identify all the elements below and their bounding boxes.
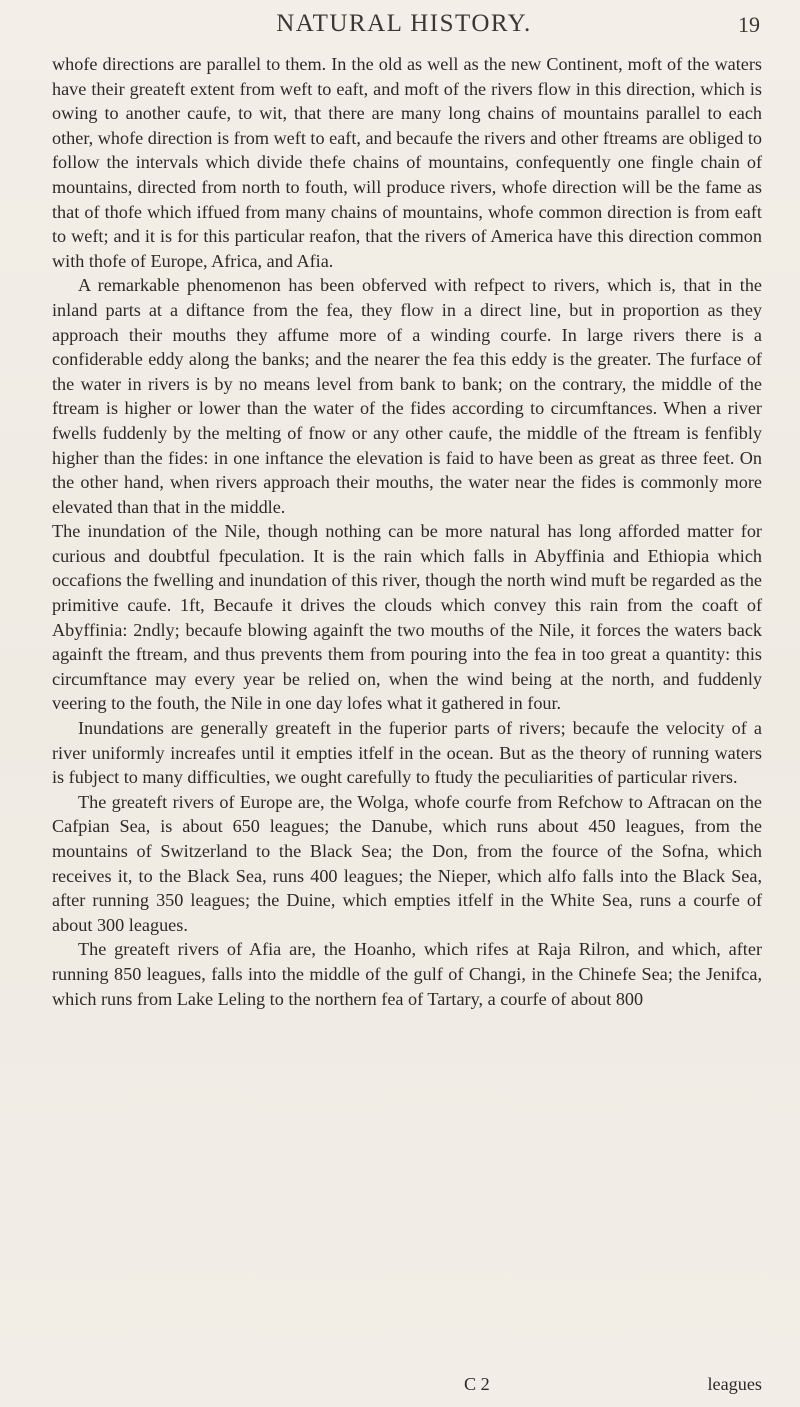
page-number: 19 bbox=[738, 12, 760, 37]
paragraph-rivers-of-europe: The greateft rivers of Europe are, the Wolga, whofe courfe from Refchow to Aftracan on the Cafpian Sea, is about 650 leagues; the Danube, which runs about 450 leagues, from the mountains of Switzerland to the Black Sea; the Don, from the fource of the Sofna, which receives it, to the Black Sea, runs 400 leagues; the Nieper, which alfo falls into the Black Sea, after running 350 leagues; the Duine, which empties itfelf in the White Sea, runs a courfe of about 300 leagues. bbox=[52, 791, 762, 935]
paragraph-river-phenomenon: A remarkable phenomenon has been obferved with refpect to rivers, which is, that in the inland parts at a diftance from the fea, they flow in a direct line, but in proportion as they approach their mouths they affume more of a winding courfe. In large rivers there is a confiderable eddy along the banks; and the nearer the fea this eddy is the greater. The furface of the water in rivers is by no means level from bank to bank; on the contrary, the middle of the ftream is higher or lower than the water of the fides according to circumftances. When a river fwells fuddenly by the melting of fnow or any other caufe, the middle of the ftream is fenfibly higher than the fides: in one inftance the elevation is faid to have been as great as three feet. On the other hand, when rivers approach their mouths, the water near the fides is commonly more elevated than that in the middle. bbox=[52, 275, 762, 517]
paragraph-inundations: Inundations are generally greateft in the fuperior parts of rivers; becaufe the velocity of a river uniformly increafes until it empties itfelf in the ocean. But as the theory of running waters is fubject to many difficulties, we ought carefully to ftudy the peculiarities of particular rivers. bbox=[52, 718, 762, 788]
paragraph-rivers-of-asia: The greateft rivers of Afia are, the Hoanho, which rifes at Raja Rilron, and which, after running 850 leagues, falls into the middle of the gulf of Changi, in the Chinefe Sea; the Jenifca, which runs from Lake Leling to the northern fea of Tartary, a courfe of about 800 bbox=[52, 939, 762, 1009]
signature-mark: C 2 bbox=[464, 1374, 490, 1394]
body-text bbox=[52, 52, 762, 1011]
page-header bbox=[48, 6, 760, 46]
paragraph-river-directions: whofe directions are parallel to them. In the old as well as the new Continent, moft of the waters have their greateft extent from weft to eaft, and moft of the rivers flow in this direction, which is owing to another caufe, to wit, that there are many long chains of mountains parallel to each other, whofe direction is from weft to eaft, and becaufe the rivers and other ftreams are obliged to follow the intervals which divide thefe chains of mountains, confequently one fingle chain of mountains, directed from north to fouth, will produce rivers, whofe direction will be the fame as that of thofe which iffued from many chains of mountains, whofe common direction is from eaft to weft; and it is for this particular reafon, that the rivers of America have this direction common with thofe of Europe, Africa, and Afia. bbox=[52, 54, 762, 271]
paragraph-nile-inundation: The inundation of the Nile, though nothing can be more natural has long afforded matter for curious and doubtful fpeculation. It is the rain which falls in Abyffinia and Ethiopia which occafions the fwelling and inundation of this river, though the north wind muft be regarded as the primitive caufe. 1ft, Becaufe it drives the clouds which convey this rain from the coaft of Abyffinia: 2ndly; becaufe blowing againft the two mouths of the Nile, it forces the waters back againft the ftream, and thus prevents them from pouring into the fea in too great a quantity: this circumftance may every year be relied on, when the wind being at the north, and fuddenly veering to the fouth, the Nile in one day lofes what it gathered in four. bbox=[52, 521, 762, 714]
page-footer bbox=[52, 1374, 762, 1400]
catchword: leagues bbox=[707, 1374, 762, 1394]
running-head: NATURAL HISTORY. bbox=[276, 10, 532, 37]
